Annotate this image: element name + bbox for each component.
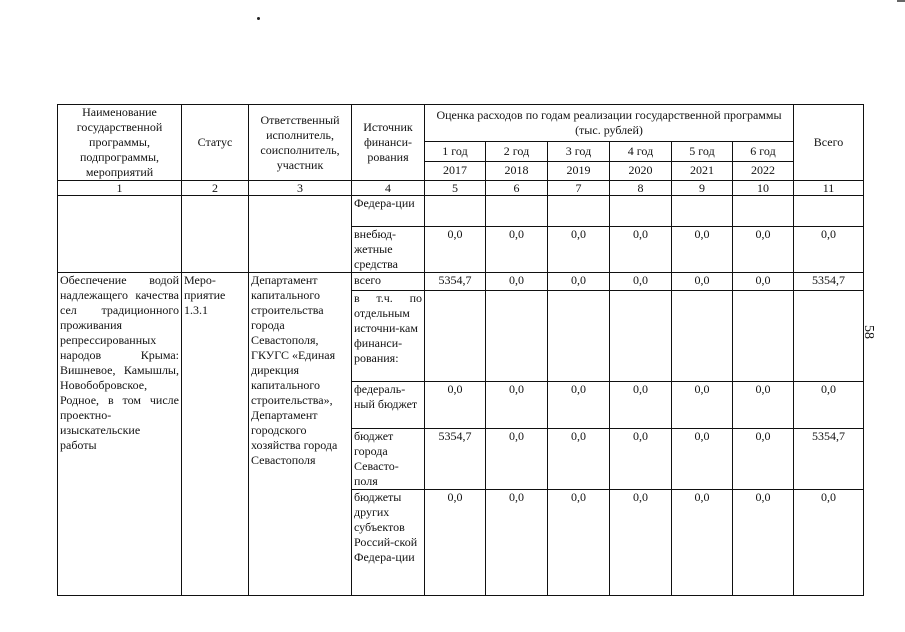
value-cell: 0,0 bbox=[548, 382, 610, 429]
value-cell: 0,0 bbox=[672, 429, 733, 490]
budget-table bbox=[57, 104, 864, 596]
empty-cell bbox=[249, 196, 352, 273]
value-cell: 0,0 bbox=[610, 382, 672, 429]
value-cell: 5354,7 bbox=[425, 273, 486, 291]
page-number: 58 bbox=[861, 325, 876, 339]
column-number-cell: 5 bbox=[425, 181, 486, 196]
value-cell bbox=[733, 196, 794, 227]
value-cell: 0,0 bbox=[548, 273, 610, 291]
column-numbers-row bbox=[58, 181, 864, 196]
header-year: 2018 bbox=[486, 161, 548, 180]
value-cell: 0,0 bbox=[486, 273, 548, 291]
header-year: 2017 bbox=[425, 161, 486, 180]
column-number-cell: 11 bbox=[794, 181, 864, 196]
column-number-cell: 3 bbox=[249, 181, 352, 196]
header-year: 2019 bbox=[548, 161, 610, 180]
source-cell: Федера-ции bbox=[352, 196, 425, 227]
header-year-label: 5 год bbox=[672, 142, 733, 161]
value-cell: 0,0 bbox=[548, 429, 610, 490]
header-source: Источник финанси-рования bbox=[352, 105, 425, 181]
value-cell: 0,0 bbox=[672, 227, 733, 273]
header-year-label: 6 год bbox=[733, 142, 794, 161]
value-cell bbox=[672, 291, 733, 382]
table-body bbox=[58, 196, 864, 596]
column-number-cell: 7 bbox=[548, 181, 610, 196]
value-cell bbox=[425, 196, 486, 227]
value-cell: 0,0 bbox=[733, 273, 794, 291]
header-year: 2021 bbox=[672, 161, 733, 180]
measure-name-cell: Обеспечение водой надлежащего качества сел традиционного проживания репрессированных народов Крыма: Вишневое, Камышлы, Новобобровское, Родное, в том числе проектно-изыскательские работы bbox=[58, 273, 182, 596]
value-cell bbox=[425, 291, 486, 382]
header-year-label: 1 год bbox=[425, 142, 486, 161]
header-expenses-group: Оценка расходов по годам реализации государственной программы (тыс. рублей) bbox=[425, 105, 794, 142]
value-cell: 0,0 bbox=[672, 382, 733, 429]
table-row bbox=[58, 196, 864, 227]
value-cell: 5354,7 bbox=[425, 429, 486, 490]
value-cell bbox=[610, 196, 672, 227]
source-cell: внебюд-жетные средства bbox=[352, 227, 425, 273]
source-cell: всего bbox=[352, 273, 425, 291]
empty-cell bbox=[58, 196, 182, 273]
source-cell: бюджеты других субъектов Россий-ской Федера-ции bbox=[352, 490, 425, 596]
source-cell: в т.ч. по отдельным источни-кам финанси-рования: bbox=[352, 291, 425, 382]
header-total: Всего bbox=[794, 105, 864, 181]
value-cell: 0,0 bbox=[733, 227, 794, 273]
value-cell bbox=[794, 291, 864, 382]
column-number-cell: 8 bbox=[610, 181, 672, 196]
value-cell bbox=[610, 291, 672, 382]
value-cell: 0,0 bbox=[425, 227, 486, 273]
value-cell bbox=[733, 291, 794, 382]
header-year: 2020 bbox=[610, 161, 672, 180]
value-cell: 0,0 bbox=[425, 490, 486, 596]
value-cell: 0,0 bbox=[486, 429, 548, 490]
empty-cell bbox=[182, 196, 249, 273]
value-cell: 0,0 bbox=[548, 490, 610, 596]
header-year-label: 2 год bbox=[486, 142, 548, 161]
value-cell: 0,0 bbox=[733, 382, 794, 429]
scan-speck bbox=[257, 17, 260, 20]
value-cell: 0,0 bbox=[672, 273, 733, 291]
value-cell bbox=[548, 291, 610, 382]
value-cell: 0,0 bbox=[610, 227, 672, 273]
column-number-cell: 2 bbox=[182, 181, 249, 196]
value-cell: 0,0 bbox=[548, 227, 610, 273]
column-number-cell: 4 bbox=[352, 181, 425, 196]
value-cell: 5354,7 bbox=[794, 429, 864, 490]
source-cell: федераль-ный бюджет bbox=[352, 382, 425, 429]
value-cell: 0,0 bbox=[610, 490, 672, 596]
measure-status-cell: Меро-приятие 1.3.1 bbox=[182, 273, 249, 596]
value-cell: 0,0 bbox=[733, 429, 794, 490]
table-row bbox=[58, 273, 864, 291]
header-executor: Ответственный исполнитель, соисполнитель, участник bbox=[249, 105, 352, 181]
value-cell bbox=[672, 196, 733, 227]
value-cell: 0,0 bbox=[486, 490, 548, 596]
value-cell bbox=[794, 196, 864, 227]
value-cell: 0,0 bbox=[794, 227, 864, 273]
value-cell: 0,0 bbox=[794, 382, 864, 429]
value-cell bbox=[548, 196, 610, 227]
measure-executor-cell: Департамент капитального строительства города Севастополя, ГКУГС «Единая дирекция капитального строительства», Департамент городского хозяйства города Севастополя bbox=[249, 273, 352, 596]
value-cell: 5354,7 bbox=[794, 273, 864, 291]
scan-corner-mark bbox=[897, 0, 905, 2]
column-number-cell: 10 bbox=[733, 181, 794, 196]
value-cell: 0,0 bbox=[425, 382, 486, 429]
value-cell: 0,0 bbox=[610, 273, 672, 291]
source-cell: бюджет города Севасто-поля bbox=[352, 429, 425, 490]
column-number-cell: 6 bbox=[486, 181, 548, 196]
header-status: Статус bbox=[182, 105, 249, 181]
header-year: 2022 bbox=[733, 161, 794, 180]
value-cell: 0,0 bbox=[486, 382, 548, 429]
column-number-cell: 1 bbox=[58, 181, 182, 196]
value-cell bbox=[486, 291, 548, 382]
value-cell: 0,0 bbox=[733, 490, 794, 596]
value-cell bbox=[486, 196, 548, 227]
value-cell: 0,0 bbox=[486, 227, 548, 273]
value-cell: 0,0 bbox=[610, 429, 672, 490]
header-year-label: 4 год bbox=[610, 142, 672, 161]
header-year-label: 3 год bbox=[548, 142, 610, 161]
value-cell: 0,0 bbox=[672, 490, 733, 596]
header-program-name: Наименование государственной программы, подпрограммы, мероприятий bbox=[58, 105, 182, 181]
value-cell: 0,0 bbox=[794, 490, 864, 596]
column-number-cell: 9 bbox=[672, 181, 733, 196]
